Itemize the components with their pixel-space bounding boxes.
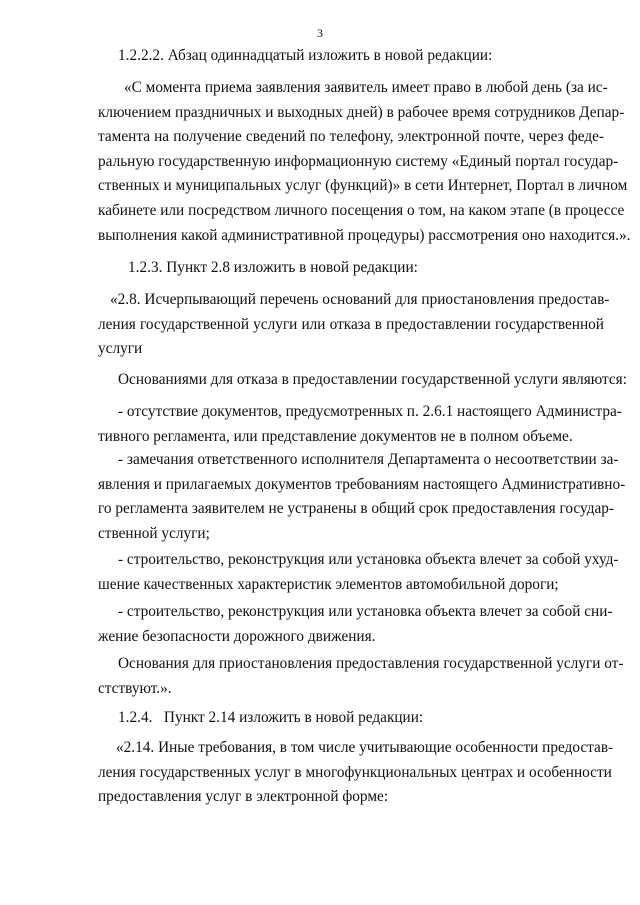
- text-line: - строительство, реконструкция или установка объекта влечет за собой сни-: [118, 603, 613, 620]
- text-line: «2.14. Иные требования, в том числе учитывающие особенности предостав-: [116, 739, 614, 756]
- paragraph-1-2-4-heading: [98, 706, 604, 731]
- text-line: - строительство, реконструкция или установка объекта влечет за собой ухуд-: [118, 551, 619, 568]
- paragraph-2-8: [98, 288, 610, 362]
- text-line: «С момента приема заявления заявитель имеет право в любой день (за ис-: [124, 79, 608, 96]
- text-line: го регламента заявителем не устранены в общий срок предоставления государ-: [98, 500, 615, 518]
- text-line: кабинете или посредством личного посещения о том, на каком этапе (в процессе: [98, 201, 625, 219]
- text-line: жение безопасности дорожного движения.: [98, 627, 376, 645]
- list-item: [98, 448, 626, 546]
- text-line: Основаниями для отказа в предоставлении государственной услуги являются:: [118, 371, 627, 388]
- list-item: [98, 400, 622, 449]
- paragraph-1-2-3-heading: [98, 256, 604, 281]
- paragraph-2-14: [98, 736, 614, 810]
- paragraph-suspension-grounds: [98, 652, 624, 701]
- text-line: ральную государственную информационную систему «Единый портал государ-: [98, 152, 619, 170]
- text-line: ления государственной услуги или отказа в предоставлении государственной: [98, 315, 604, 333]
- text-line: - замечания ответственного исполнителя Департамента о несоответствии за-: [118, 451, 619, 468]
- text-line: ления государственных услуг в многофункциональных центрах и особенности: [98, 763, 612, 781]
- paragraph-quote-status-info: [98, 76, 631, 248]
- paragraph-1-2-2-2-heading: [98, 44, 604, 69]
- text-line: ственных и муниципальных услуг (функций)» в сети Интернет, Портал в личном: [98, 177, 628, 195]
- text-line: 1.2.2.2. Абзац одиннадцатый изложить в новой редакции:: [118, 47, 493, 64]
- text-line: 1.2.4. Пункт 2.14 изложить в новой редакции:: [118, 709, 424, 726]
- text-line: - отсутствие документов, предусмотренных п. 2.6.1 настоящего Администра-: [118, 403, 622, 420]
- text-line: ключением праздничных и выходных дней) в рабочее время сотрудников Депар-: [98, 103, 625, 121]
- text-line: услуги: [98, 340, 143, 358]
- paragraph-refusal-grounds: [98, 368, 627, 393]
- text-line: 1.2.3. Пункт 2.8 изложить в новой редакции:: [128, 259, 418, 276]
- text-line: выполнения какой административной процедуры) рассмотрения оно находится.».: [98, 226, 631, 244]
- text-line: ственной услуги;: [98, 524, 210, 542]
- text-line: стствуют.».: [98, 679, 172, 697]
- text-line: Основания для приостановления предоставления государственной услуги от-: [118, 655, 624, 672]
- text-line: тивного регламента, или представление документов не в полном объеме.: [98, 427, 573, 445]
- list-item: [98, 548, 619, 597]
- text-line: предоставления услуг в электронной форме:: [98, 788, 389, 806]
- text-line: явления и прилагаемых документов требованиям настоящего Административно-: [98, 475, 626, 493]
- list-item: [98, 600, 613, 649]
- text-line: тамента на получение сведений по телефону, электронной почте, через феде-: [98, 128, 604, 146]
- text-line: «2.8. Исчерпывающий перечень оснований для приостановления предостав-: [110, 291, 610, 308]
- text-line: шение качественных характеристик элементов автомобильной дороги;: [98, 575, 559, 593]
- page-number: 3: [317, 26, 323, 40]
